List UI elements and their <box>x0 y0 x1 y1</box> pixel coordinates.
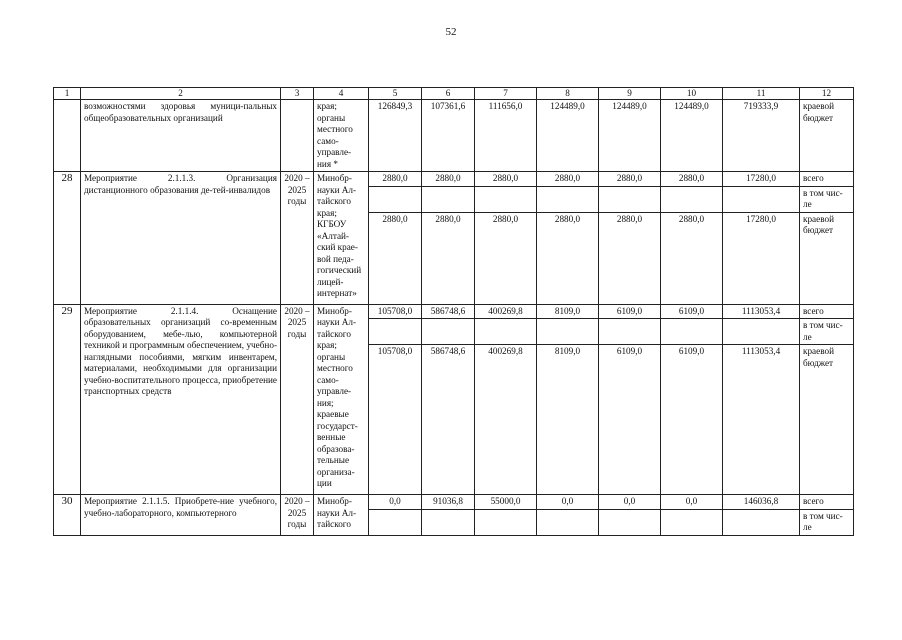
funding-source-cell: в том чис-ле <box>800 186 854 212</box>
row-number-cell: 28 <box>54 172 81 305</box>
value-cell: 0,0 <box>599 495 661 510</box>
measure-description: Мероприятие 2.1.1.3. Организация дистанционного образования де-тей-инвалидов <box>81 172 281 305</box>
value-cell: 124489,0 <box>537 100 599 172</box>
value-cell: 2880,0 <box>422 212 475 304</box>
value-cell: 2880,0 <box>537 212 599 304</box>
column-header: 2 <box>81 88 281 100</box>
value-cell: 0,0 <box>537 495 599 510</box>
years-cell <box>281 100 314 172</box>
value-cell: 1113053,4 <box>723 345 800 495</box>
value-cell: 2880,0 <box>599 212 661 304</box>
value-cell: 126849,3 <box>369 100 422 172</box>
row-number-cell: 30 <box>54 495 81 536</box>
funding-source-cell: в том чис-ле <box>800 319 854 345</box>
value-cell: 6109,0 <box>661 304 723 319</box>
column-header: 11 <box>723 88 800 100</box>
funding-source-cell: краевой бюджет <box>800 345 854 495</box>
column-header: 3 <box>281 88 314 100</box>
row-number-cell: 29 <box>54 304 81 495</box>
measure-description: Мероприятие 2.1.1.4. Оснащение образовательных организаций со-временным оборудованием, мебе-лью, компьютерной техникой и программным обеспечением, учебно-наглядными пособиями, мягким инвентарем, материалами, необходимыми для организации учебно-воспитательного процесса, приобретение транспортных средств <box>81 304 281 495</box>
column-header: 7 <box>475 88 537 100</box>
value-cell: 55000,0 <box>475 495 537 510</box>
value-cell: 586748,6 <box>422 345 475 495</box>
table-row-28-total <box>54 172 854 187</box>
column-header: 12 <box>800 88 854 100</box>
value-cell: 2880,0 <box>369 172 422 187</box>
value-cell: 0,0 <box>369 495 422 510</box>
column-header: 1 <box>54 88 81 100</box>
value-cell: 2880,0 <box>369 212 422 304</box>
years-cell: 2020 – 2025 годы <box>281 495 314 536</box>
value-cell: 719333,9 <box>723 100 800 172</box>
executor-cell: Минобр-науки Ал-тайского <box>314 495 369 536</box>
funding-source-cell: всего <box>800 495 854 510</box>
value-cell: 17280,0 <box>723 172 800 187</box>
program-table <box>53 87 854 536</box>
page-number: 52 <box>445 26 457 38</box>
value-cell: 400269,8 <box>475 345 537 495</box>
value-cell: 586748,6 <box>422 304 475 319</box>
value-cell: 2880,0 <box>661 172 723 187</box>
value-cell: 2880,0 <box>599 172 661 187</box>
measure-description: Мероприятие 2.1.1.5. Приобрете-ние учебного, учебно-лабораторного, компьютерного <box>81 495 281 536</box>
value-cell: 146036,8 <box>723 495 800 510</box>
value-cell: 17280,0 <box>723 212 800 304</box>
column-header: 5 <box>369 88 422 100</box>
value-cell: 6109,0 <box>599 304 661 319</box>
value-cell: 2880,0 <box>661 212 723 304</box>
funding-source-cell: краевой бюджет <box>800 100 854 172</box>
value-cell: 105708,0 <box>369 345 422 495</box>
funding-source-cell: краевой бюджет <box>800 212 854 304</box>
value-cell: 0,0 <box>661 495 723 510</box>
years-cell: 2020 – 2025 годы <box>281 172 314 305</box>
column-header: 9 <box>599 88 661 100</box>
value-cell: 6109,0 <box>661 345 723 495</box>
value-cell: 2880,0 <box>422 172 475 187</box>
funding-source-cell: всего <box>800 172 854 187</box>
table-row-continuation <box>54 100 854 172</box>
value-cell: 107361,6 <box>422 100 475 172</box>
value-cell: 111656,0 <box>475 100 537 172</box>
measure-description: возможностями здоровья муници-пальных общеобразовательных организаций <box>81 100 281 172</box>
executor-cell: Минобр-науки Ал-тайского края; КГБОУ «Алтай-ский крае-вой педа-гогический лицей-интернат» <box>314 172 369 305</box>
value-cell: 124489,0 <box>661 100 723 172</box>
funding-source-cell: всего <box>800 304 854 319</box>
value-cell: 91036,8 <box>422 495 475 510</box>
value-cell: 8109,0 <box>537 304 599 319</box>
years-cell: 2020 – 2025 годы <box>281 304 314 495</box>
executor-cell: Минобр-науки Ал-тайского края; органы местного само-управле-ния; краевые государст-венные образова-тельные организа-ции <box>314 304 369 495</box>
value-cell: 124489,0 <box>599 100 661 172</box>
table-row-29-total <box>54 304 854 319</box>
value-cell: 2880,0 <box>537 172 599 187</box>
row-number-cell <box>54 100 81 172</box>
value-cell: 105708,0 <box>369 304 422 319</box>
column-header: 4 <box>314 88 369 100</box>
column-header: 10 <box>661 88 723 100</box>
value-cell: 2880,0 <box>475 212 537 304</box>
value-cell: 400269,8 <box>475 304 537 319</box>
value-cell: 8109,0 <box>537 345 599 495</box>
value-cell: 2880,0 <box>475 172 537 187</box>
value-cell: 1113053,4 <box>723 304 800 319</box>
table-row-30-total <box>54 495 854 510</box>
column-header: 6 <box>422 88 475 100</box>
value-cell: 6109,0 <box>599 345 661 495</box>
column-header: 8 <box>537 88 599 100</box>
column-number-row <box>54 88 854 100</box>
executor-cell: края; органы местного само-управле-ния * <box>314 100 369 172</box>
funding-source-cell: в том чис-ле <box>800 509 854 535</box>
